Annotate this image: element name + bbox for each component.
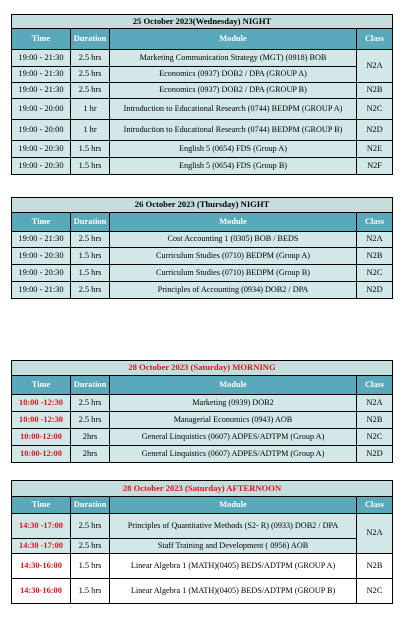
duration-cell: 2.5 hrs <box>71 83 110 99</box>
duration-cell: 2.5 hrs <box>71 539 110 554</box>
time-cell: 19:00 - 21:30 <box>12 232 71 248</box>
col-header-class: Class <box>357 376 393 395</box>
time-cell: 10:00-12:00 <box>12 429 71 446</box>
schedule-table-oct28-afternoon <box>11 480 393 604</box>
table-row <box>12 232 393 248</box>
col-header-module: Module <box>110 213 357 232</box>
class-cell: N2A <box>357 395 393 412</box>
module-cell: Principles of Quantitative Methods (S2- R) (0933) DOB2 / DPA <box>110 514 357 539</box>
class-cell: N2C <box>357 265 393 282</box>
class-cell: N2B <box>357 412 393 429</box>
table-row <box>12 446 393 463</box>
duration-cell: 1.5 hrs <box>71 265 110 282</box>
module-cell: Managerial Economics (0943) AOB <box>110 412 357 429</box>
duration-cell: 2hrs <box>71 429 110 446</box>
col-header-class: Class <box>357 213 393 232</box>
class-cell: N2D <box>357 446 393 463</box>
table-row <box>12 579 393 604</box>
class-cell: N2A <box>357 50 393 83</box>
duration-cell: 2.5 hrs <box>71 232 110 248</box>
col-header-module: Module <box>110 376 357 395</box>
table-title: 26 October 2023 (Thursday) NIGHT <box>12 198 393 213</box>
table-title: 28 October 2023 (Saturday) MORNING <box>12 361 393 376</box>
duration-cell: 1.5 hrs <box>71 158 110 175</box>
time-cell: 19:00 - 20:30 <box>12 248 71 265</box>
time-cell: 19:00 - 21:30 <box>12 67 71 83</box>
time-cell: 19:00 - 20:00 <box>12 99 71 120</box>
table-row <box>12 83 393 99</box>
module-cell: Linear Algebra 1 (MATH)(0405) BEDS/ADTPM (GROUP A) <box>110 554 357 579</box>
module-cell: English 5 (0654) FDS (Group A) <box>110 141 357 158</box>
time-cell: 19:00 - 21:30 <box>12 282 71 299</box>
col-header-duration: Duration <box>71 213 110 232</box>
table-row <box>12 158 393 175</box>
duration-cell: 1.5 hrs <box>71 579 110 604</box>
time-cell: 14:30-16:00 <box>12 579 71 604</box>
table-title: 28 October 2023 (Saturday) AFTERNOON <box>12 481 393 497</box>
col-header-module: Module <box>110 29 357 50</box>
duration-cell: 2.5 hrs <box>71 514 110 539</box>
table-row <box>12 67 393 83</box>
time-cell: 10:00-12:00 <box>12 446 71 463</box>
time-cell: 10:00 -12:30 <box>12 395 71 412</box>
col-header-duration: Duration <box>71 29 110 50</box>
time-cell: 19:00 - 20:00 <box>12 120 71 141</box>
col-header-class: Class <box>357 29 393 50</box>
module-cell: Introduction to Educational Research (0744) BEDPM (GROUP A) <box>110 99 357 120</box>
table-row <box>12 429 393 446</box>
class-cell: N2B <box>357 83 393 99</box>
time-cell: 19:00 - 20:30 <box>12 158 71 175</box>
table-row <box>12 514 393 539</box>
col-header-duration: Duration <box>71 497 110 514</box>
schedule-table-oct28-morning <box>11 360 393 463</box>
table-row <box>12 99 393 120</box>
table-title: 25 October 2023(Wednesday) NIGHT <box>12 15 393 29</box>
class-cell: N2D <box>357 282 393 299</box>
col-header-duration: Duration <box>71 376 110 395</box>
table-row <box>12 412 393 429</box>
table-row <box>12 141 393 158</box>
class-cell: N2B <box>357 248 393 265</box>
table-row <box>12 265 393 282</box>
col-header-module: Module <box>110 497 357 514</box>
class-cell: N2A <box>357 232 393 248</box>
duration-cell: 2.5 hrs <box>71 282 110 299</box>
time-cell: 14:30-16:00 <box>12 554 71 579</box>
duration-cell: 1.5 hrs <box>71 248 110 265</box>
class-cell: N2C <box>357 99 393 120</box>
table-row <box>12 395 393 412</box>
module-cell: Marketing Communication Strategy (MGT) (0918) BOB <box>110 50 357 67</box>
class-cell: N2C <box>357 429 393 446</box>
time-cell: 19:00 - 20:30 <box>12 141 71 158</box>
class-cell: N2B <box>357 554 393 579</box>
time-cell: 19:00 - 21:30 <box>12 50 71 67</box>
module-cell: Curriculum Studies (0710) BEDPM (Group B) <box>110 265 357 282</box>
module-cell: Curriculum Studies (0710) BEDPM (Group A) <box>110 248 357 265</box>
class-cell: N2F <box>357 158 393 175</box>
module-cell: Introduction to Educational Research (0744) BEDPM (GROUP B) <box>110 120 357 141</box>
module-cell: General Linquistics (0607) ADPES/ADTPM (Group A) <box>110 429 357 446</box>
table-row <box>12 50 393 67</box>
duration-cell: 1.5 hrs <box>71 141 110 158</box>
time-cell: 19:00 - 21:30 <box>12 83 71 99</box>
table-row <box>12 120 393 141</box>
duration-cell: 1 hr <box>71 120 110 141</box>
duration-cell: 2.5 hrs <box>71 412 110 429</box>
schedule-table-oct26 <box>11 197 393 299</box>
duration-cell: 2.5 hrs <box>71 67 110 83</box>
duration-cell: 2.5 hrs <box>71 50 110 67</box>
module-cell: Linear Algebra 1 (MATH)(0405) BEDS/ADTPM (GROUP B) <box>110 579 357 604</box>
time-cell: 14:30 -17:00 <box>12 514 71 539</box>
table-row <box>12 282 393 299</box>
module-cell: Cost Accounting 1 (0305) BOB / BEDS <box>110 232 357 248</box>
time-cell: 19:00 - 20:30 <box>12 265 71 282</box>
class-cell: N2A <box>357 514 393 554</box>
time-cell: 14:30 -17:00 <box>12 539 71 554</box>
duration-cell: 1 hr <box>71 99 110 120</box>
table-row <box>12 248 393 265</box>
module-cell: General Linquistics (0607) ADPES/ADTPM (Group A) <box>110 446 357 463</box>
table-row <box>12 554 393 579</box>
module-cell: Staff Training and Development ( 0956) AOB <box>110 539 357 554</box>
col-header-time: Time <box>12 497 71 514</box>
module-cell: Economics (0937) DOB2 / DPA (GROUP A) <box>110 67 357 83</box>
schedule-table-oct25 <box>11 14 393 175</box>
class-cell: N2E <box>357 141 393 158</box>
module-cell: Economics (0937) DOB2 / DPA (GROUP B) <box>110 83 357 99</box>
duration-cell: 1.5 hrs <box>71 554 110 579</box>
col-header-class: Class <box>357 497 393 514</box>
col-header-time: Time <box>12 213 71 232</box>
duration-cell: 2hrs <box>71 446 110 463</box>
class-cell: N2C <box>357 579 393 604</box>
module-cell: English 5 (0654) FDS (Group B) <box>110 158 357 175</box>
col-header-time: Time <box>12 376 71 395</box>
module-cell: Principles of Accounting (0934) DOB2 / DPA <box>110 282 357 299</box>
module-cell: Marketing (0939) DOB2 <box>110 395 357 412</box>
class-cell: N2D <box>357 120 393 141</box>
col-header-time: Time <box>12 29 71 50</box>
time-cell: 10:00 -12:30 <box>12 412 71 429</box>
duration-cell: 2.5 hrs <box>71 395 110 412</box>
table-row <box>12 539 393 554</box>
